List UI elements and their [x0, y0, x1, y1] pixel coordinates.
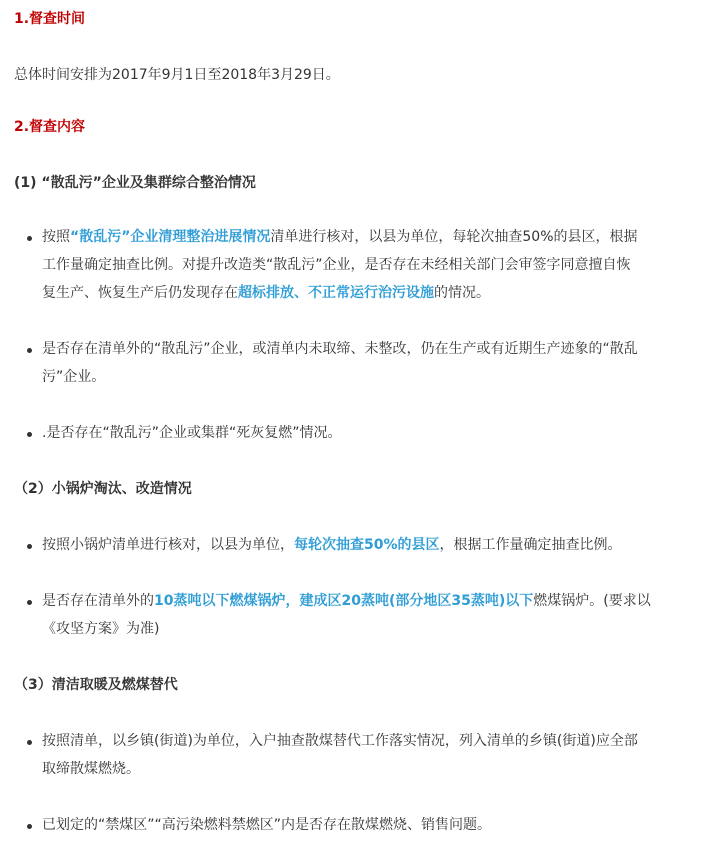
- list-item-line: [42, 592, 651, 610]
- list-item-text: 按照小锅炉清单进行核对，以县为单位，: [42, 537, 294, 553]
- list-item-text: ，根据工作量确定抽查比例。: [439, 537, 622, 553]
- bullet-icon: [27, 236, 32, 241]
- list-item-line: 《攻坚方案》为准): [42, 621, 160, 637]
- list-item-line: 是否存在清单外的“散乱污”企业，或清单内未取缔、未整改，仍在生产或有近期生产迹象的“散乱: [42, 341, 638, 357]
- section-title-content: 2.督查内容: [14, 119, 86, 135]
- list-item-line: [42, 284, 490, 302]
- section-title-time: 1.督查时间: [14, 11, 86, 27]
- subsection-title-1: (1) “散乱污”企业及集群综合整治情况: [14, 175, 256, 191]
- bullet-icon: [27, 348, 32, 353]
- list-item-line: 已划定的“禁煤区”“高污染燃料禁燃区”内是否存在散煤燃烧、销售问题。: [42, 817, 492, 833]
- list-item-line: 按照清单，以乡镇(街道)为单位，入户抽查散煤替代工作落实情况，列入清单的乡镇(街道)应全部: [42, 733, 638, 749]
- highlight-text: 超标排放、不正常运行治污设施: [238, 285, 434, 301]
- highlight-text: “散乱污”企业清理整治进展情况: [70, 229, 271, 245]
- subsection-title-3: （3）清洁取暖及燃煤替代: [14, 677, 178, 693]
- subsection-title-2: （2）小锅炉淘汰、改造情况: [14, 481, 192, 497]
- list-item-text: 燃煤锅炉。(要求以: [533, 593, 651, 609]
- highlight-text: 10蒸吨以下燃煤锅炉，建成区20蒸吨(部分地区35蒸吨)以下: [154, 593, 534, 609]
- bullet-icon: [27, 824, 32, 829]
- list-item-text: 清单进行核对，以县为单位，每轮次抽查50%的县区，根据: [270, 229, 638, 245]
- bullet-icon: [27, 600, 32, 605]
- list-item-text: 是否存在清单外的: [42, 593, 154, 609]
- list-item-text: 复生产、恢复生产后仍发现存在: [42, 285, 238, 301]
- list-item-line: 取缔散煤燃烧。: [42, 761, 140, 777]
- bullet-icon: [27, 432, 32, 437]
- list-item-line: [42, 228, 638, 246]
- highlight-text: 每轮次抽查50%的县区: [294, 537, 440, 553]
- list-item-line: 污”企业。: [42, 369, 106, 385]
- list-item-line: 工作量确定抽查比例。对提升改造类“散乱污”企业，是否存在未经相关部门会审签字同意擅自恢: [42, 257, 631, 273]
- list-item-text: 的情况。: [434, 285, 490, 301]
- list-item-line: .是否存在“散乱污”企业或集群“死灰复燃”情况。: [42, 425, 342, 441]
- bullet-icon: [27, 544, 32, 549]
- list-item-text: 按照: [42, 229, 70, 245]
- list-item-line: [42, 536, 622, 554]
- bullet-icon: [27, 740, 32, 745]
- section-body-time: 总体时间安排为2017年9月1日至2018年3月29日。: [14, 67, 340, 83]
